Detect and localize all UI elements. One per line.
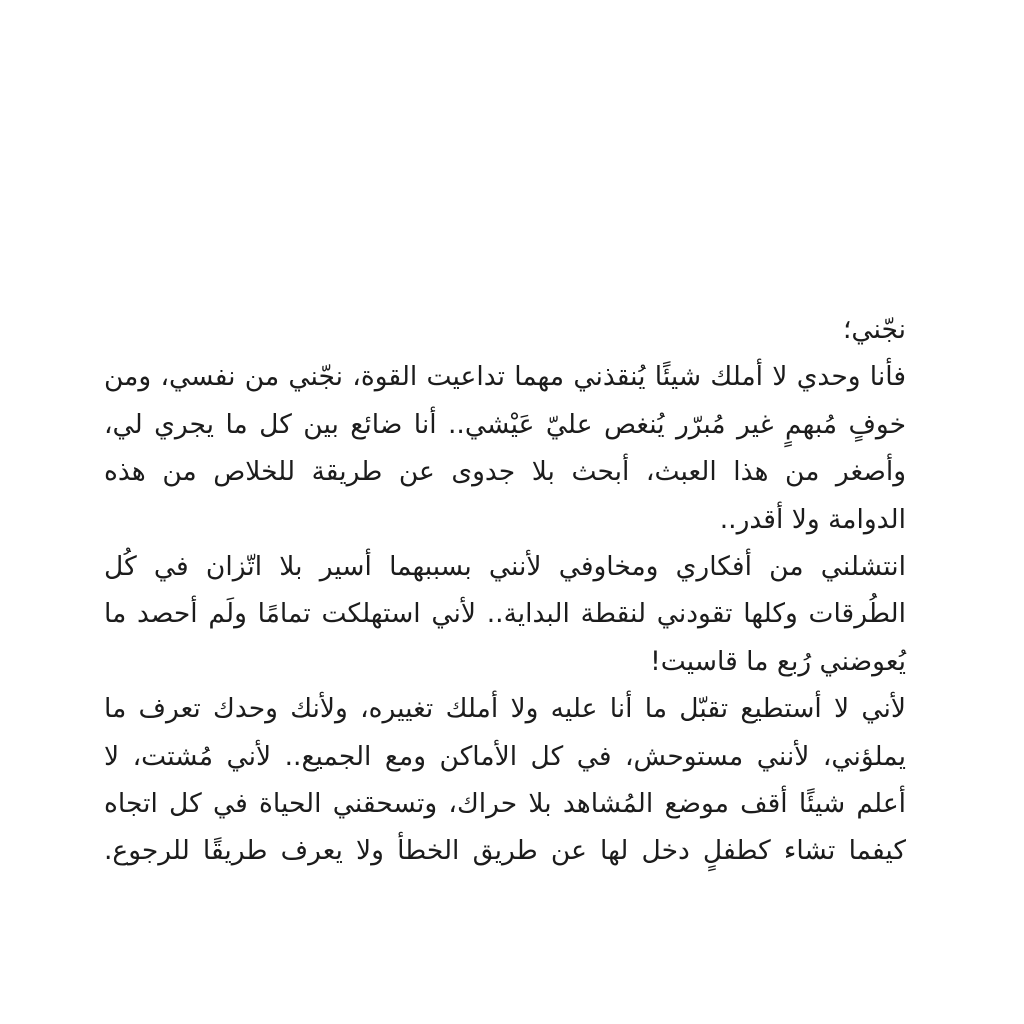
text-line: وأصغر من هذا العبث، أبحث بلا جدوى عن طريقة للخلاص من هذه [104, 456, 906, 488]
text-line: فأنا وحدي لا أملك شيئًا يُنقذني مهما تداعيت القوة، نجّني من نفسي، ومن [104, 361, 906, 393]
prose-text [104, 306, 906, 875]
text-line: لأني لا أستطيع تقبّل ما أنا عليه ولا أملك تغييره، ولأنك وحدك تعرف ما [104, 693, 906, 725]
text-line: خوفٍ مُبهمٍ غير مُبرّر يُنغص عليّ عَيْشي.. أنا ضائع بين كل ما يجري لي، [104, 408, 906, 440]
text-line: يملؤني، لأنني مستوحش، في كل الأماكن ومع الجميع.. لأني مُشتت، لا [104, 740, 906, 772]
text-line-heading: نجّني؛ [843, 314, 906, 345]
text-line: كيفما تشاء كطفلٍ دخل لها عن طريق الخطأ ولا يعرف طريقًا للرجوع. [104, 835, 906, 867]
text-line: أعلم شيئًا أقف موضع المُشاهد بلا حراك، وتسحقني الحياة في كل اتجاه [104, 788, 906, 820]
text-line: انتشلني من أفكاري ومخاوفي لأنني بسببهما أسير بلا اتّزان في كُل [104, 551, 906, 583]
text-line: الطُرقات وكلها تقودني لنقطة البداية.. لأني استهلكت تمامًا ولَم أحصد ما [104, 598, 906, 630]
text-line: يُعوضني رُبع ما قاسيت! [650, 645, 906, 677]
text-line: الدوامة ولا أقدر.. [719, 503, 906, 535]
